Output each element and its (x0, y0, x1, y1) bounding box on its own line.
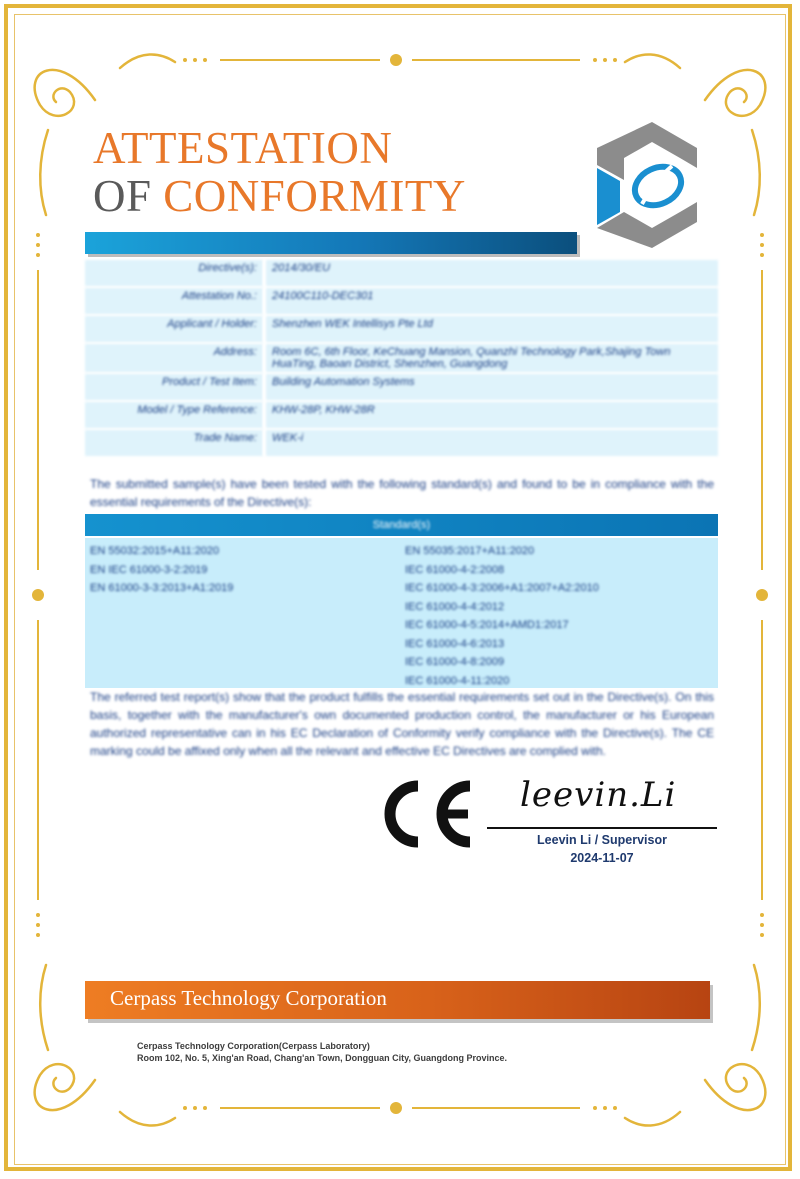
compliance-intro-text: The submitted sample(s) have been tested with the following standard(s) and found to be in compliance with the essential requirements of the Directive(s): (90, 477, 714, 509)
details-row (85, 374, 718, 400)
standard-item: EN 61000-3-3:2013+A1:2019 (90, 582, 234, 594)
standard-item: EN IEC 61000-3-2:2019 (90, 563, 208, 576)
attestation-details-table (85, 258, 718, 458)
details-row (85, 344, 718, 372)
details-row (85, 430, 718, 456)
details-value: Building Automation Systems (263, 374, 718, 400)
standard-item: IEC 61000-4-3:2006+A1:2007+A2:2010 (405, 582, 599, 594)
details-value: 2014/30/EU (263, 260, 718, 286)
signature-line (487, 827, 717, 829)
standards-list (85, 538, 718, 688)
details-value: KHW-28P, KHW-28R (263, 402, 718, 428)
cerpass-c-logo-icon (592, 120, 712, 250)
lab-name: Cerpass Technology Corporation(Cerpass Laboratory) (137, 1041, 370, 1051)
company-banner-text: Cerpass Technology Corporation (110, 986, 387, 1010)
standards-column-right (405, 542, 599, 690)
standard-item: IEC 61000-4-2:2008 (405, 563, 505, 576)
certificate-title-line2 (93, 171, 466, 221)
standards-column-left (90, 542, 233, 598)
compliance-conclusion-text: The referred test report(s) show that the product fulfills the essential requirements set out in the Directive(s). On this basis, together with the manufacturer's own documented production control, the manufacturer or his European authorized representative can in his EC Declaration of Conformity verify compliance with the Directive(s). The CE marking could be affixed only when all the relevant and effective EC Directives are complied with. (90, 690, 714, 758)
details-row (85, 288, 718, 314)
standard-item: IEC 61000-4-4:2012 (405, 600, 505, 613)
details-value: 24100C110-DEC301 (263, 288, 718, 314)
signature-date: 2024-11-07 (570, 851, 634, 865)
details-row (85, 260, 718, 286)
details-label: Model / Type Reference: (85, 402, 263, 428)
standard-item: IEC 61000-4-5:2014+AMD1:2017 (405, 619, 569, 631)
company-banner (85, 981, 710, 1019)
title-of-word: OF (93, 171, 152, 221)
ce-mark-icon (378, 778, 478, 850)
certificate-title-line1: ATTESTATION (93, 123, 393, 173)
details-row (85, 402, 718, 428)
title-conformity-word: CONFORMITY (163, 171, 466, 221)
standards-header-label: Standard(s) (372, 519, 431, 531)
details-label: Attestation No.: (85, 288, 263, 314)
lab-contact-info (137, 1040, 507, 1064)
standard-item: IEC 61000-4-11:2020 (405, 674, 510, 687)
handwritten-signature: leevin.Li (520, 775, 677, 815)
lab-address: Room 102, No. 5, Xing'an Road, Chang'an Town, Dongguan City, Guangdong Province. (137, 1053, 507, 1063)
standard-item: IEC 61000-4-8:2009 (405, 656, 505, 668)
details-row (85, 316, 718, 342)
standards-header (85, 514, 718, 536)
details-label: Product / Test Item: (85, 374, 263, 400)
details-value: Room 6C, 6th Floor, KeChuang Mansion, Quanzhi Technology Park,Shajing Town HuaTing, Baoan District, Shenzhen, Guangdong (263, 344, 718, 372)
standard-item: EN 55032:2015+A11:2020 (90, 545, 220, 557)
details-value: Shenzhen WEK Intellisys Pte Ltd (263, 316, 718, 342)
details-value: WEK-i (263, 430, 718, 456)
details-label: Applicant / Holder: (85, 316, 263, 342)
signatory-name-title: Leevin Li / Supervisor (537, 833, 667, 847)
standard-item: IEC 61000-4-6:2013 (405, 637, 505, 650)
header-accent-bar (85, 232, 577, 254)
details-label: Address: (85, 344, 263, 372)
details-label: Directive(s): (85, 260, 263, 286)
details-label: Trade Name: (85, 430, 263, 456)
standard-item: EN 55035:2017+A11:2020 (405, 545, 535, 557)
